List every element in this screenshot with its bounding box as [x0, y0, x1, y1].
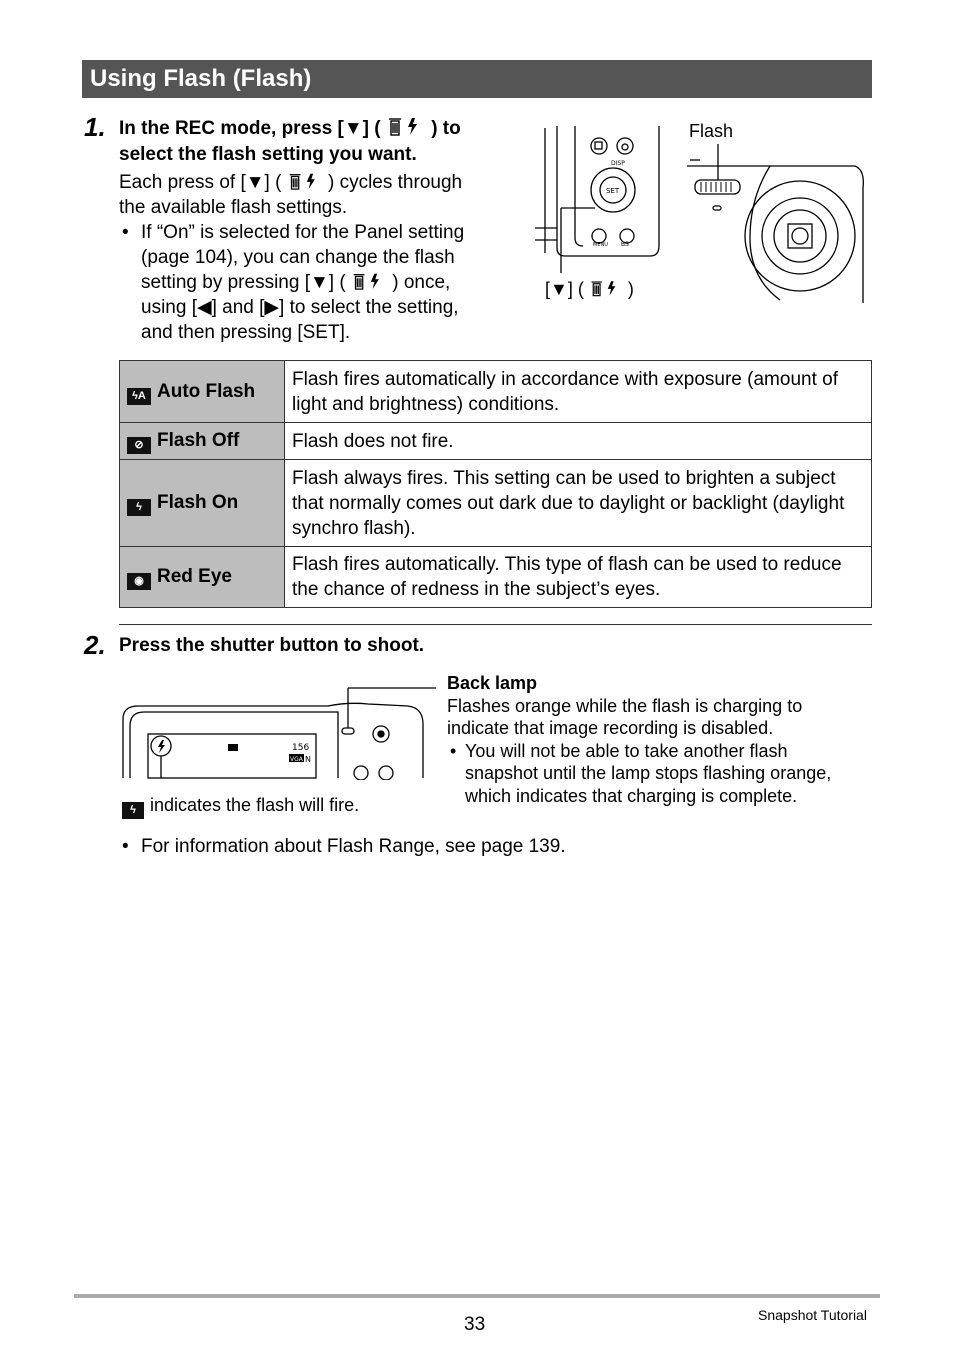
back-lamp-title: Back lamp: [447, 673, 538, 693]
menu-label: MENU: [593, 242, 608, 248]
screen-quality: N: [305, 755, 311, 764]
trash-flash-icon: [386, 115, 426, 137]
flash-indicator-caption: ϟ indicates the flash will fire.: [122, 795, 359, 819]
trash-flash-icon: [351, 271, 387, 291]
step-1-heading: In the REC mode, press [▼] ( ) to select the flash setting you want.: [119, 115, 539, 168]
setting-description-cell: Flash fires automatically. This type of flash can be used to reduce the chance of redness in the subject’s eyes.: [285, 547, 872, 608]
screen-shot-count: 156: [292, 743, 310, 753]
back-lamp-bullet: • You will not be able to take another flash snapshot until the lamp stops flashing orange, which indicates that charging is complete.: [450, 740, 832, 806]
setting-description-cell: Flash always fires. This setting can be used to brighten a subject that normally comes out dark due to daylight or backlight (daylight synchro flash).: [285, 460, 872, 547]
flash-off-icon: ⊘: [127, 437, 151, 454]
screen-vga-badge: VGA: [290, 756, 303, 763]
table-row: [120, 361, 872, 423]
auto-flash-icon: ϟA: [127, 388, 151, 405]
setting-description-cell: Flash fires automatically in accordance with exposure (amount of light and brightness) conditions.: [285, 361, 872, 423]
step-1-number: 1.: [84, 112, 106, 142]
flash-range-note: • For information about Flash Range, see page 139.: [122, 836, 566, 857]
set-label: SET: [606, 187, 620, 195]
section-title: Using Flash (Flash): [82, 60, 872, 98]
footer-divider: [74, 1294, 880, 1298]
step-1-description: Each press of [▼] ( ) cycles through the available flash settings.: [119, 172, 463, 218]
flash-callout-label: Flash: [689, 121, 734, 141]
step-1-bullet: • If “On” is selected for the Panel setting (page 104), you can change the flash setting by pressing [▼] ( ) once, using [◀] and [▶] to select the setting, and then pressing [SET].: [122, 222, 465, 343]
flash-on-icon: ϟ: [122, 802, 144, 819]
table-row: [120, 547, 872, 608]
flash-settings-table: [119, 360, 872, 608]
setting-name-cell: ⊘ Flash Off: [120, 423, 285, 460]
page-number: 33: [464, 1314, 486, 1335]
setting-name-cell: ϟA Auto Flash: [120, 361, 285, 423]
back-lamp-description: Back lamp Flashes orange while the flash is charging to indicate that image recording is disabled. • You will not be able to take another flash snapshot until the lamp stops flashing orange, which indicates that charging is complete.: [447, 672, 877, 807]
trash-flash-icon: [287, 171, 323, 191]
down-button-callout-label: [▼] ( ): [545, 279, 634, 299]
trash-flash-icon: [589, 278, 623, 298]
divider: [119, 624, 872, 625]
setting-name-cell: ϟ Flash On: [120, 460, 285, 547]
red-eye-icon: ◉: [127, 573, 151, 590]
disp-label: DISP: [611, 160, 625, 167]
table-row: [120, 423, 872, 460]
bs-label: BS: [621, 241, 629, 248]
setting-description-cell: Flash does not fire.: [285, 423, 872, 460]
flash-on-icon: ϟ: [127, 499, 151, 516]
setting-name-cell: ◉ Red Eye: [120, 547, 285, 608]
step-2-heading: Press the shutter button to shoot.: [119, 635, 425, 656]
camera-back-lamp-figure: [118, 684, 438, 780]
footer-section: Snapshot Tutorial: [758, 1307, 867, 1323]
step-2-number: 2.: [84, 630, 106, 660]
table-row: [120, 460, 872, 547]
